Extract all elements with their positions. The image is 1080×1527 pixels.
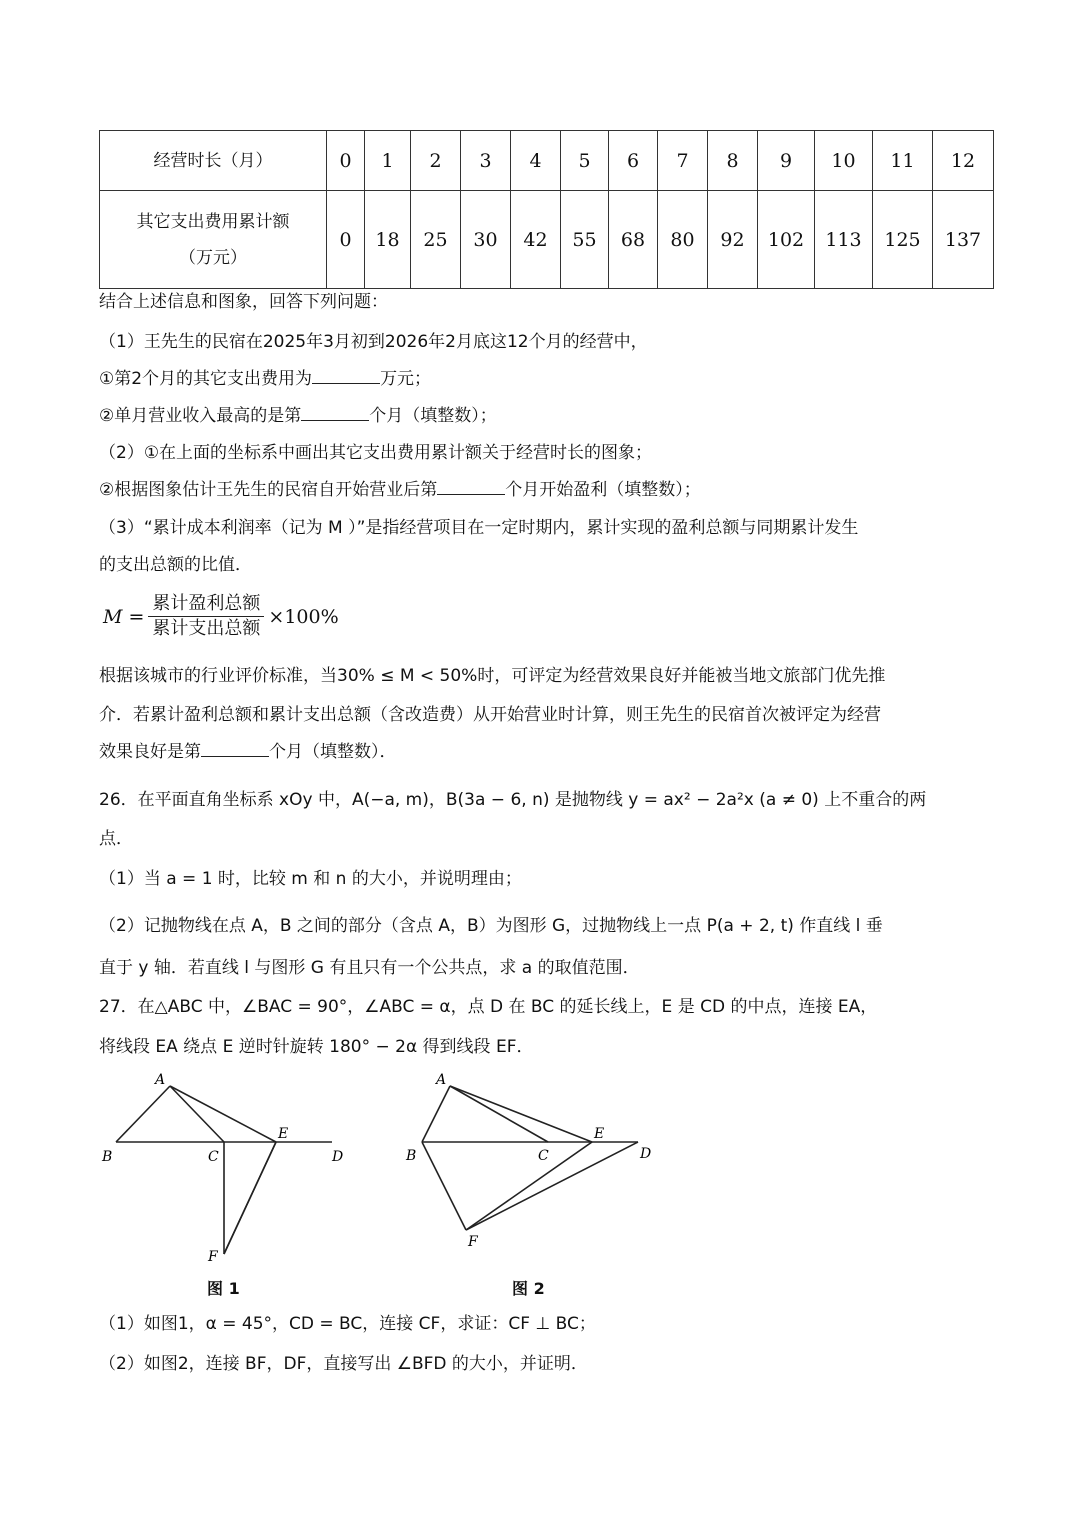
formula: [103, 592, 339, 641]
segment-AE: [170, 1086, 276, 1142]
segment-AC: [450, 1086, 548, 1142]
table-cell: 80: [658, 191, 708, 289]
table-cell: 137: [933, 191, 994, 289]
table-cell: 68: [609, 191, 658, 289]
answer-blank: [301, 404, 369, 421]
text-line: （2）①在上面的坐标系中画出其它支出费用累计额关于经营时长的图象；: [99, 443, 653, 463]
text-segment: 个月（填整数）；: [369, 406, 497, 426]
label-E: E: [278, 1126, 289, 1142]
table-header-duration: 经营时长（月）: [100, 131, 327, 191]
segment-FE: [466, 1142, 592, 1230]
question-27-line: （1）如图1，α = 45°，CD = BC，连接 CF，求证：CF ⊥ BC；: [99, 1314, 596, 1334]
segment-BA: [422, 1086, 450, 1142]
table-cell: 0: [327, 131, 365, 191]
table-row: [100, 191, 994, 289]
data-table: [99, 130, 994, 289]
table-header-cost-line2: （万元）: [179, 247, 247, 268]
fraction-denominator: 累计支出总额: [152, 618, 261, 639]
figure-2-diagram: [400, 1068, 670, 1258]
table-cell: 2: [411, 131, 461, 191]
text-line: [99, 404, 497, 428]
table-cell: 7: [658, 131, 708, 191]
text-segment: ①第2个月的其它支出费用为: [99, 369, 313, 389]
figure-1: [100, 1068, 350, 1268]
table-cell: 12: [933, 131, 994, 191]
text-segment: 万元；: [380, 369, 432, 389]
question-26-line: （2）记抛物线在点 A，B 之间的部分（含点 A，B）为图形 G，过抛物线上一点 P(a + 2, t) 作直线 l 垂: [99, 916, 883, 936]
label-A: A: [155, 1072, 166, 1088]
fraction-numerator: 累计盈利总额: [152, 593, 261, 614]
question-27-line: 将线段 EA 绕点 E 逆时针旋转 180° − 2α 得到线段 EF．: [99, 1037, 534, 1057]
question-26-line: （1）当 a = 1 时，比较 m 和 n 的大小，并说明理由；: [99, 869, 522, 889]
text-line: 介．若累计盈利总额和累计支出总额（含改造费）从开始营业时计算，则王先生的民宿首次被评定为经营: [99, 705, 881, 725]
table-cell: 92: [708, 191, 758, 289]
label-F: F: [468, 1234, 478, 1250]
table-cell: 1: [365, 131, 411, 191]
question-27-line: （2）如图2，连接 BF，DF，直接写出 ∠BFD 的大小，并证明．: [99, 1354, 588, 1374]
figure-2-caption: 图 2: [512, 1279, 545, 1298]
figure-1-diagram: [100, 1068, 350, 1268]
answer-blank: [437, 478, 505, 495]
label-D: D: [332, 1149, 344, 1165]
table-cell: 18: [365, 191, 411, 289]
text-segment: 效果良好是第: [99, 742, 201, 762]
table-cell: 30: [461, 191, 511, 289]
segment-AE: [450, 1086, 592, 1142]
segment-BA: [116, 1086, 170, 1142]
question-27-line: 27．在△ABC 中，∠BAC = 90°，∠ABC = α，点 D 在 BC 的延长线上，E 是 CD 的中点，连接 EA，: [99, 997, 878, 1017]
table-cell: 3: [461, 131, 511, 191]
text-line: （3）“累计成本利润率（记为 M ）”是指经营项目在一定时期内，累计实现的盈利总额与同期累计发生: [99, 518, 859, 538]
label-A: A: [436, 1072, 447, 1088]
text-line: [99, 478, 701, 502]
table-cell: 11: [873, 131, 933, 191]
table-cell: 9: [758, 131, 815, 191]
label-C: C: [538, 1148, 549, 1164]
question-26-line: 直于 y 轴．若直线 l 与图形 G 有且只有一个公共点，求 a 的取值范围．: [99, 958, 640, 978]
figure-1-caption: 图 1: [207, 1279, 240, 1298]
table-cell: 0: [327, 191, 365, 289]
table-cell: 102: [758, 191, 815, 289]
question-26-line: 点．: [99, 829, 133, 849]
text-line: 根据该城市的行业评价标准，当30% ≤ M < 50%时，可评定为经营效果良好并能被当地文旅部门优先推: [99, 666, 886, 686]
table-cell: 55: [561, 191, 609, 289]
label-C: C: [208, 1149, 219, 1165]
answer-blank: [201, 740, 269, 757]
text-segment: ②根据图象估计王先生的民宿自开始营业后第: [99, 480, 438, 500]
table-cell: 42: [511, 191, 561, 289]
text-line: [99, 740, 397, 764]
table-cell: 8: [708, 131, 758, 191]
text-line: （1）王先生的民宿在2025年3月初到2026年2月底这12个月的经营中，: [99, 332, 648, 352]
answer-blank: [312, 367, 380, 384]
table-cell: 4: [511, 131, 561, 191]
figure-2: [400, 1068, 670, 1258]
label-E: E: [594, 1126, 605, 1142]
segment-AC: [170, 1086, 224, 1142]
segment-EF-2: [224, 1142, 276, 1254]
table-cell: 25: [411, 191, 461, 289]
formula-rhs: ×100%: [268, 605, 339, 628]
table-cell: 10: [815, 131, 873, 191]
label-D: D: [640, 1146, 652, 1162]
table-cell: 113: [815, 191, 873, 289]
label-B: B: [406, 1148, 417, 1164]
text-line: 结合上述信息和图象，回答下列问题：: [99, 292, 388, 312]
table-cell: 125: [873, 191, 933, 289]
text-segment: 个月（填整数）．: [269, 742, 397, 762]
text-segment: 个月开始盈利（填整数）；: [505, 480, 701, 500]
segment-FD: [466, 1142, 638, 1230]
text-segment: ②单月营业收入最高的是第: [99, 406, 302, 426]
text-line: [99, 367, 431, 391]
fraction: [148, 592, 264, 641]
segment-BF: [422, 1142, 466, 1230]
question-26-line: 26．在平面直角坐标系 xOy 中，A(−a, m)，B(3a − 6, n) 是抛物线 y = ax² − 2a²x (a ≠ 0) 上不重合的两: [99, 790, 927, 810]
formula-lhs: M =: [103, 605, 145, 628]
table-header-cost: [100, 191, 327, 289]
table-cell: 6: [609, 131, 658, 191]
label-F: F: [208, 1249, 218, 1265]
table-header-cost-line1: 其它支出费用累计额: [136, 211, 290, 232]
label-B: B: [102, 1149, 113, 1165]
table-cell: 5: [561, 131, 609, 191]
table-row: [100, 131, 994, 191]
text-line: 的支出总额的比值．: [99, 555, 252, 575]
